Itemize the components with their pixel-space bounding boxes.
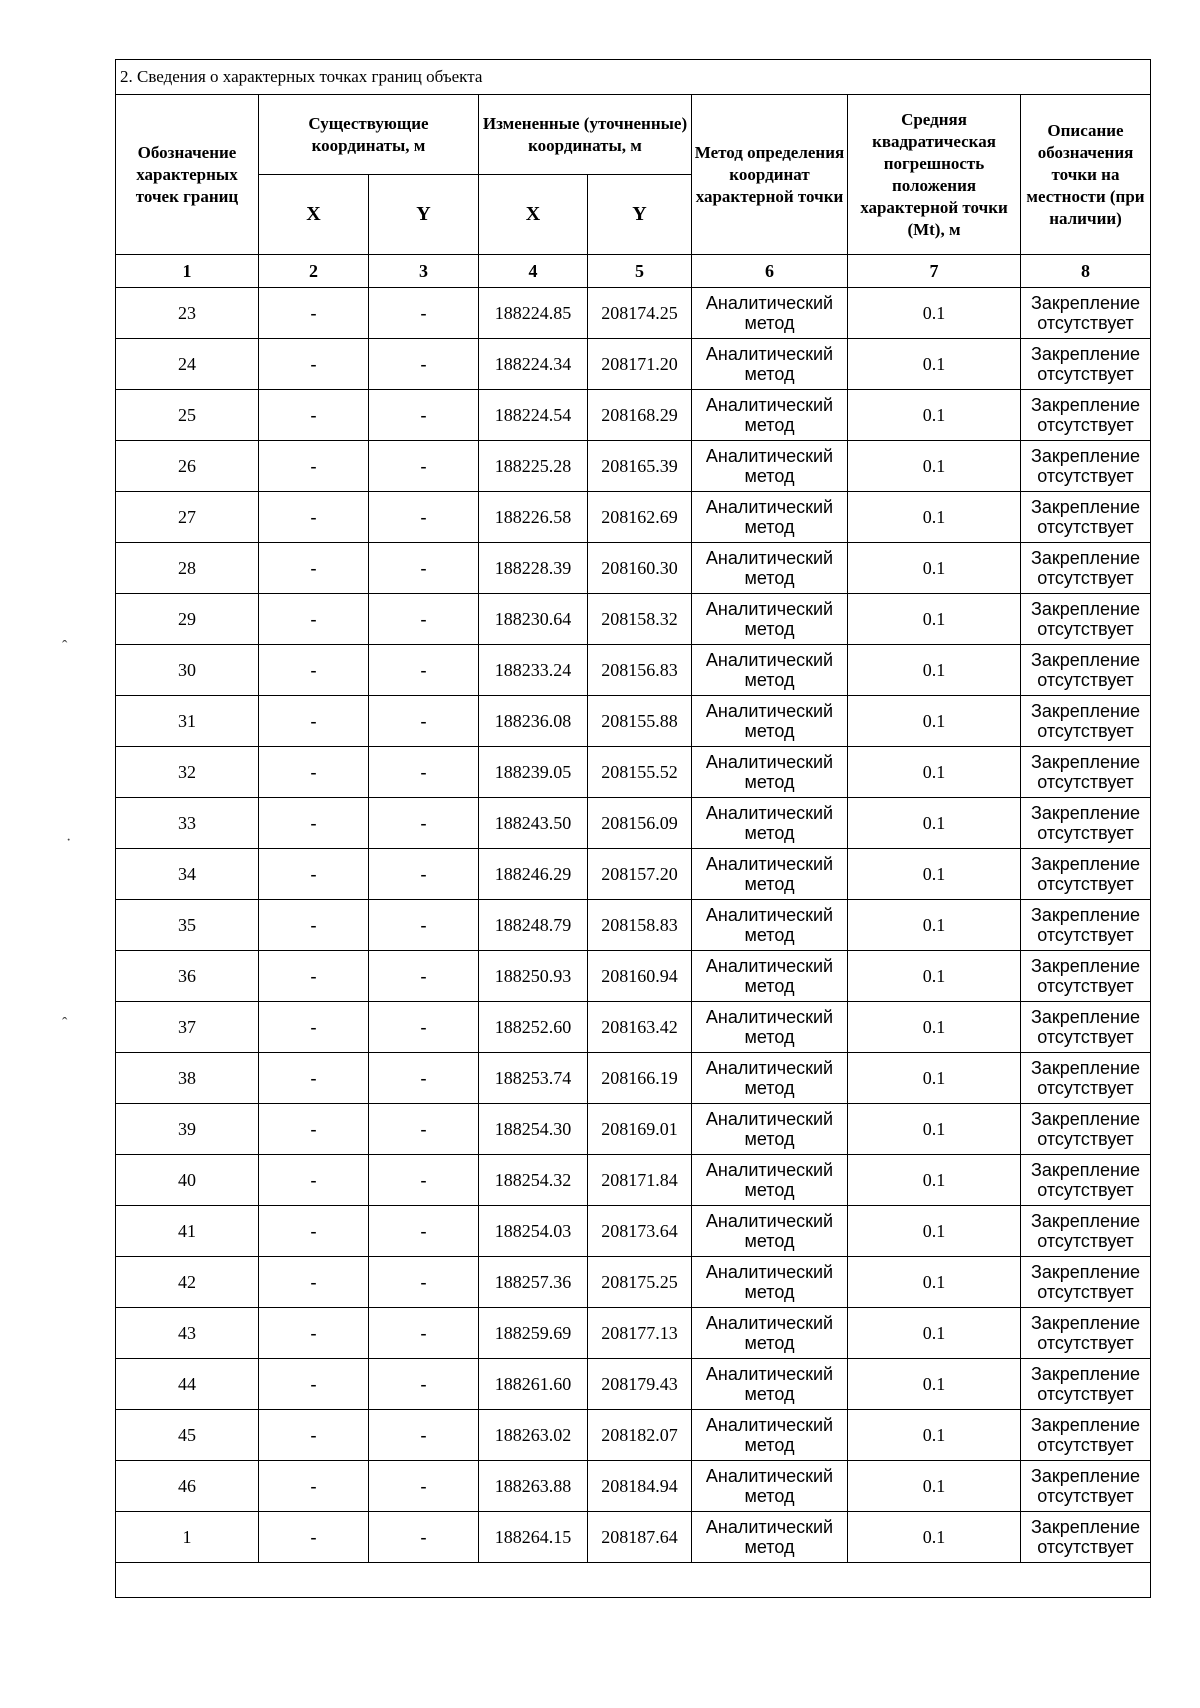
changed-x-cell: 188225.28 [479,441,588,492]
existing-x-cell: - [259,288,369,339]
point-id-cell: 37 [116,1002,259,1053]
header-point-designation: Обозначение характерных точек границ [116,95,259,255]
existing-y-cell: - [369,1461,479,1512]
changed-x-cell: 188252.60 [479,1002,588,1053]
changed-y-cell: 208156.83 [588,645,692,696]
method-cell: Аналитический метод [692,696,848,747]
existing-x-cell: - [259,951,369,1002]
table-row [116,1002,1151,1053]
table-row [116,1206,1151,1257]
changed-y-cell: 208175.25 [588,1257,692,1308]
existing-x-cell: - [259,900,369,951]
table-row [116,849,1151,900]
mt-cell: 0.1 [848,1104,1021,1155]
description-cell: Закрепление отсутствует [1021,696,1151,747]
point-id-cell: 32 [116,747,259,798]
mt-cell: 0.1 [848,543,1021,594]
existing-y-cell: - [369,849,479,900]
description-cell: Закрепление отсутствует [1021,1155,1151,1206]
changed-x-cell: 188250.93 [479,951,588,1002]
point-id-cell: 25 [116,390,259,441]
point-id-cell: 45 [116,1410,259,1461]
table-row [116,1461,1151,1512]
changed-y-cell: 208169.01 [588,1104,692,1155]
changed-y-cell: 208163.42 [588,1002,692,1053]
mt-cell: 0.1 [848,390,1021,441]
table-row [116,645,1151,696]
existing-y-cell: - [369,1359,479,1410]
table-row [116,594,1151,645]
changed-y-cell: 208165.39 [588,441,692,492]
table-row [116,288,1151,339]
column-number: 8 [1021,255,1151,288]
mt-cell: 0.1 [848,747,1021,798]
existing-y-cell: - [369,594,479,645]
existing-x-cell: - [259,1410,369,1461]
method-cell: Аналитический метод [692,339,848,390]
scan-mark: ˆ [62,638,68,655]
description-cell: Закрепление отсутствует [1021,1410,1151,1461]
description-cell: Закрепление отсутствует [1021,1512,1151,1563]
mt-cell: 0.1 [848,900,1021,951]
point-id-cell: 36 [116,951,259,1002]
mt-cell: 0.1 [848,1359,1021,1410]
existing-x-cell: - [259,1053,369,1104]
table-row [116,696,1151,747]
changed-y-cell: 208168.29 [588,390,692,441]
changed-x-cell: 188239.05 [479,747,588,798]
existing-y-cell: - [369,441,479,492]
method-cell: Аналитический метод [692,441,848,492]
description-cell: Закрепление отсутствует [1021,951,1151,1002]
existing-x-cell: - [259,645,369,696]
existing-x-cell: - [259,1155,369,1206]
existing-y-cell: - [369,339,479,390]
mt-cell: 0.1 [848,1410,1021,1461]
changed-x-cell: 188263.02 [479,1410,588,1461]
mt-cell: 0.1 [848,798,1021,849]
description-cell: Закрепление отсутствует [1021,441,1151,492]
existing-x-cell: - [259,390,369,441]
changed-y-cell: 208182.07 [588,1410,692,1461]
existing-x-cell: - [259,339,369,390]
changed-y-cell: 208174.25 [588,288,692,339]
existing-x-cell: - [259,492,369,543]
point-id-cell: 33 [116,798,259,849]
column-number: 7 [848,255,1021,288]
description-cell: Закрепление отсутствует [1021,1053,1151,1104]
table-row [116,1104,1151,1155]
existing-y-cell: - [369,1155,479,1206]
method-cell: Аналитический метод [692,543,848,594]
method-cell: Аналитический метод [692,951,848,1002]
table-footer-row [116,1563,1151,1598]
header-method: Метод определения координат характерной точки [692,95,848,255]
method-cell: Аналитический метод [692,492,848,543]
scan-mark: ˆ [62,1015,68,1032]
changed-x-cell: 188224.54 [479,390,588,441]
method-cell: Аналитический метод [692,1359,848,1410]
existing-y-cell: - [369,645,479,696]
existing-y-cell: - [369,1410,479,1461]
changed-x-cell: 188254.30 [479,1104,588,1155]
point-id-cell: 28 [116,543,259,594]
changed-y-cell: 208177.13 [588,1308,692,1359]
description-cell: Закрепление отсутствует [1021,798,1151,849]
mt-cell: 0.1 [848,339,1021,390]
changed-x-cell: 188253.74 [479,1053,588,1104]
table-row [116,798,1151,849]
changed-x-cell: 188224.34 [479,339,588,390]
point-id-cell: 43 [116,1308,259,1359]
point-id-cell: 1 [116,1512,259,1563]
description-cell: Закрепление отсутствует [1021,645,1151,696]
changed-y-cell: 208158.32 [588,594,692,645]
method-cell: Аналитический метод [692,645,848,696]
table-row [116,1257,1151,1308]
table-row [116,1155,1151,1206]
changed-y-cell: 208187.64 [588,1512,692,1563]
point-id-cell: 24 [116,339,259,390]
method-cell: Аналитический метод [692,1206,848,1257]
column-number: 1 [116,255,259,288]
existing-x-cell: - [259,1308,369,1359]
method-cell: Аналитический метод [692,1308,848,1359]
existing-x-cell: - [259,747,369,798]
existing-y-cell: - [369,900,479,951]
point-id-cell: 38 [116,1053,259,1104]
header-point-description: Описание обозначения точки на местности (при наличии) [1021,95,1151,255]
changed-y-cell: 208171.20 [588,339,692,390]
existing-x-cell: - [259,1512,369,1563]
description-cell: Закрепление отсутствует [1021,849,1151,900]
method-cell: Аналитический метод [692,1002,848,1053]
changed-x-cell: 188254.03 [479,1206,588,1257]
table-row [116,339,1151,390]
existing-y-cell: - [369,543,479,594]
description-cell: Закрепление отсутствует [1021,594,1151,645]
changed-x-cell: 188248.79 [479,900,588,951]
method-cell: Аналитический метод [692,1410,848,1461]
document-sheet [115,59,1150,1598]
existing-y-cell: - [369,696,479,747]
existing-y-cell: - [369,1512,479,1563]
point-id-cell: 34 [116,849,259,900]
existing-y-cell: - [369,1053,479,1104]
changed-y-cell: 208173.64 [588,1206,692,1257]
existing-x-cell: - [259,543,369,594]
header-mean-square-error: Средняя квадратическая погрешность положения характерной точки (Mt), м [848,95,1021,255]
method-cell: Аналитический метод [692,1257,848,1308]
existing-x-cell: - [259,1002,369,1053]
existing-x-cell: - [259,1461,369,1512]
method-cell: Аналитический метод [692,1104,848,1155]
method-cell: Аналитический метод [692,1512,848,1563]
column-number: 4 [479,255,588,288]
section-title: 2. Сведения о характерных точках границ объекта [116,60,1151,95]
point-id-cell: 27 [116,492,259,543]
table-row [116,1308,1151,1359]
method-cell: Аналитический метод [692,747,848,798]
changed-x-cell: 188236.08 [479,696,588,747]
table-row [116,1512,1151,1563]
existing-x-cell: - [259,798,369,849]
point-id-cell: 44 [116,1359,259,1410]
method-cell: Аналитический метод [692,1155,848,1206]
point-id-cell: 46 [116,1461,259,1512]
existing-x-cell: - [259,1206,369,1257]
changed-y-cell: 208158.83 [588,900,692,951]
mt-cell: 0.1 [848,288,1021,339]
mt-cell: 0.1 [848,1257,1021,1308]
mt-cell: 0.1 [848,849,1021,900]
point-id-cell: 30 [116,645,259,696]
description-cell: Закрепление отсутствует [1021,1257,1151,1308]
existing-y-cell: - [369,390,479,441]
table-row [116,1359,1151,1410]
existing-x-cell: - [259,1359,369,1410]
column-number: 3 [369,255,479,288]
description-cell: Закрепление отсутствует [1021,1002,1151,1053]
mt-cell: 0.1 [848,696,1021,747]
method-cell: Аналитический метод [692,594,848,645]
existing-y-cell: - [369,492,479,543]
changed-x-cell: 188243.50 [479,798,588,849]
description-cell: Закрепление отсутствует [1021,1461,1151,1512]
header-existing-x: X [259,175,369,255]
existing-y-cell: - [369,1308,479,1359]
existing-y-cell: - [369,951,479,1002]
point-id-cell: 40 [116,1155,259,1206]
header-changed-x: X [479,175,588,255]
changed-x-cell: 188226.58 [479,492,588,543]
method-cell: Аналитический метод [692,390,848,441]
method-cell: Аналитический метод [692,1461,848,1512]
header-changed-y: Y [588,175,692,255]
changed-x-cell: 188228.39 [479,543,588,594]
description-cell: Закрепление отсутствует [1021,390,1151,441]
method-cell: Аналитический метод [692,1053,848,1104]
existing-x-cell: - [259,1104,369,1155]
changed-x-cell: 188233.24 [479,645,588,696]
changed-x-cell: 188264.15 [479,1512,588,1563]
method-cell: Аналитический метод [692,288,848,339]
point-id-cell: 23 [116,288,259,339]
boundary-points-table [115,59,1151,1598]
description-cell: Закрепление отсутствует [1021,543,1151,594]
mt-cell: 0.1 [848,594,1021,645]
existing-x-cell: - [259,696,369,747]
existing-x-cell: - [259,594,369,645]
mt-cell: 0.1 [848,1002,1021,1053]
changed-y-cell: 208184.94 [588,1461,692,1512]
point-id-cell: 26 [116,441,259,492]
existing-x-cell: - [259,849,369,900]
mt-cell: 0.1 [848,1512,1021,1563]
changed-y-cell: 208155.88 [588,696,692,747]
mt-cell: 0.1 [848,951,1021,1002]
existing-y-cell: - [369,288,479,339]
table-row [116,747,1151,798]
point-id-cell: 42 [116,1257,259,1308]
scan-mark: · [66,832,72,849]
method-cell: Аналитический метод [692,798,848,849]
mt-cell: 0.1 [848,645,1021,696]
description-cell: Закрепление отсутствует [1021,747,1151,798]
changed-x-cell: 188259.69 [479,1308,588,1359]
existing-y-cell: - [369,1206,479,1257]
description-cell: Закрепление отсутствует [1021,288,1151,339]
point-id-cell: 31 [116,696,259,747]
changed-y-cell: 208155.52 [588,747,692,798]
changed-y-cell: 208166.19 [588,1053,692,1104]
point-id-cell: 35 [116,900,259,951]
existing-y-cell: - [369,1002,479,1053]
method-cell: Аналитический метод [692,849,848,900]
table-row [116,900,1151,951]
point-id-cell: 39 [116,1104,259,1155]
mt-cell: 0.1 [848,1206,1021,1257]
method-cell: Аналитический метод [692,900,848,951]
table-row [116,492,1151,543]
empty-footer-cell [116,1563,1151,1598]
changed-y-cell: 208171.84 [588,1155,692,1206]
description-cell: Закрепление отсутствует [1021,1359,1151,1410]
mt-cell: 0.1 [848,1155,1021,1206]
changed-y-cell: 208160.30 [588,543,692,594]
header-changed-coordinates: Измененные (уточненные) координаты, м [479,95,692,175]
mt-cell: 0.1 [848,1461,1021,1512]
changed-y-cell: 208162.69 [588,492,692,543]
description-cell: Закрепление отсутствует [1021,1104,1151,1155]
table-row [116,1410,1151,1461]
mt-cell: 0.1 [848,441,1021,492]
header-existing-y: Y [369,175,479,255]
description-cell: Закрепление отсутствует [1021,339,1151,390]
description-cell: Закрепление отсутствует [1021,492,1151,543]
changed-x-cell: 188263.88 [479,1461,588,1512]
changed-y-cell: 208156.09 [588,798,692,849]
table-body [116,288,1151,1563]
changed-y-cell: 208179.43 [588,1359,692,1410]
point-id-cell: 41 [116,1206,259,1257]
header-existing-coordinates: Существующие координаты, м [259,95,479,175]
column-number: 5 [588,255,692,288]
changed-x-cell: 188246.29 [479,849,588,900]
column-number: 6 [692,255,848,288]
changed-x-cell: 188224.85 [479,288,588,339]
existing-x-cell: - [259,441,369,492]
existing-y-cell: - [369,1257,479,1308]
table-row [116,1053,1151,1104]
point-id-cell: 29 [116,594,259,645]
description-cell: Закрепление отсутствует [1021,900,1151,951]
table-row [116,441,1151,492]
existing-y-cell: - [369,1104,479,1155]
column-number: 2 [259,255,369,288]
changed-x-cell: 188261.60 [479,1359,588,1410]
changed-x-cell: 188257.36 [479,1257,588,1308]
table-row [116,951,1151,1002]
table-row [116,543,1151,594]
table-row [116,390,1151,441]
mt-cell: 0.1 [848,1053,1021,1104]
existing-x-cell: - [259,1257,369,1308]
description-cell: Закрепление отсутствует [1021,1308,1151,1359]
description-cell: Закрепление отсутствует [1021,1206,1151,1257]
existing-y-cell: - [369,798,479,849]
mt-cell: 0.1 [848,492,1021,543]
changed-x-cell: 188254.32 [479,1155,588,1206]
changed-y-cell: 208160.94 [588,951,692,1002]
changed-x-cell: 188230.64 [479,594,588,645]
changed-y-cell: 208157.20 [588,849,692,900]
existing-y-cell: - [369,747,479,798]
mt-cell: 0.1 [848,1308,1021,1359]
